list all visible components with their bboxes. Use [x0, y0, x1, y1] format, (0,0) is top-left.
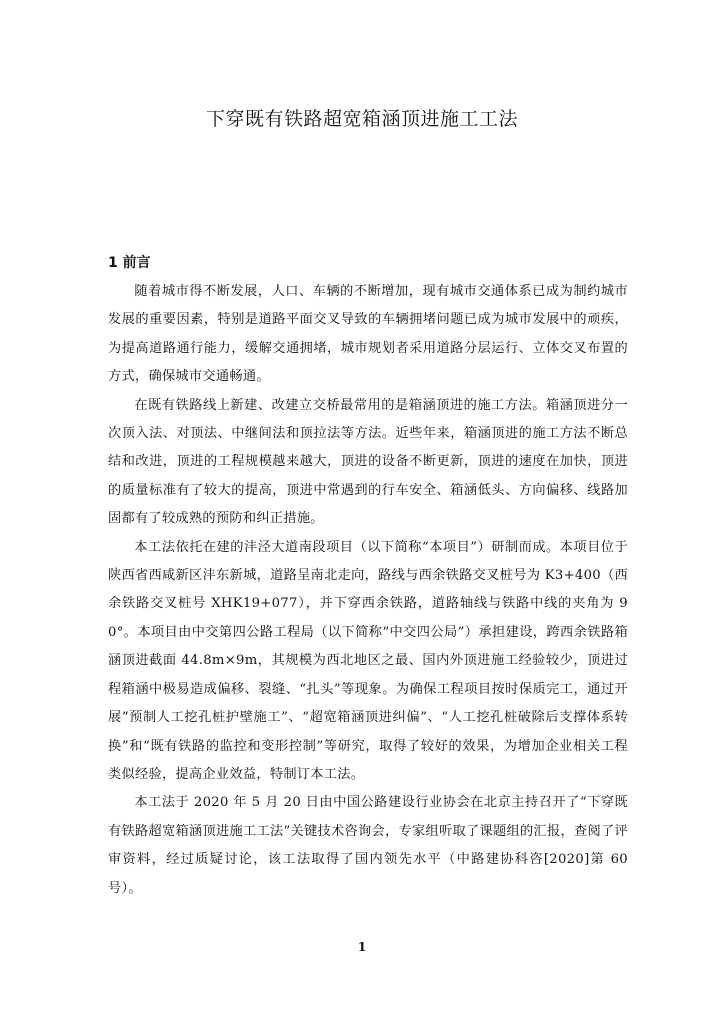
section-heading-preface: 1 前言: [108, 255, 151, 271]
document-title: 下穿既有铁路超宽箱涵顶进施工工法: [205, 108, 518, 130]
body-text: [108, 278, 628, 903]
paragraph-4: 本工法于 2020 年 5 月 20 日由中国公路建设行业协会在北京主持召开了“下穿既有铁路超宽箱涵顶进施工工法”关键技术咨询会，专家组听取了课题组的汇报，查阅了评审资料，经过质疑讨论，该工法取得了国内领先水平（中路建协科咨[2020]第 60 号）。: [108, 795, 628, 896]
page-number: 1: [357, 940, 367, 954]
paragraph-1: 随着城市得不断发展，人口、车辆的不断增加，现有城市交通体系已成为制约城市发展的重要因素，特别是道路平面交叉导致的车辆拥堵问题已成为城市发展中的顽疾，为提高道路通行能力，缓解交通拥堵，城市规划者采用道路分层运行、立体交叉布置的方式，确保城市交通畅通。: [108, 284, 628, 385]
paragraph-2: 在既有铁路线上新建、改建立交桥最常用的是箱涵顶进的施工方法。箱涵顶进分一次顶入法、对顶法、中继间法和顶拉法等方法。近些年来，箱涵顶进的施工方法不断总结和改进，顶进的工程规模越来越大，顶进的设备不断更新，顶进的速度在加快，顶进的质量标准有了较大的提高，顶进中常遇到的行车安全、箱涵低头、方向偏移、线路加固都有了较成熟的预防和纠正措施。: [108, 397, 628, 527]
paragraph-3: 本工法依托在建的沣泾大道南段项目（以下简称“本项目”）研制而成。本项目位于陕西省西咸新区沣东新城，道路呈南北走向，路线与西余铁路交叉桩号为 K3+400（西余铁路交叉桩号 XHK19+077），并下穿西余铁路，道路轴线与铁路中线的夹角为 90°。本项目由中交第四公路工程局（以下简称“中交四公局”）承担建设，跨西余铁路箱涵顶进截面 44.8m×9m，其规模为西北地区之最、国内外顶进施工经验较少，顶进过程箱涵中极易造成偏移、裂缝、“扎头”等现象。为确保工程项目按时保质完工，通过开展“预制人工挖孔桩护壁施工”、“超宽箱涵顶进纠偏”、“人工挖孔桩破除后支撑体系转换”和“既有铁路的监控和变形控制”等研究，取得了较好的效果，为增加企业相关工程类似经验，提高企业效益，特制订本工法。: [108, 539, 628, 782]
